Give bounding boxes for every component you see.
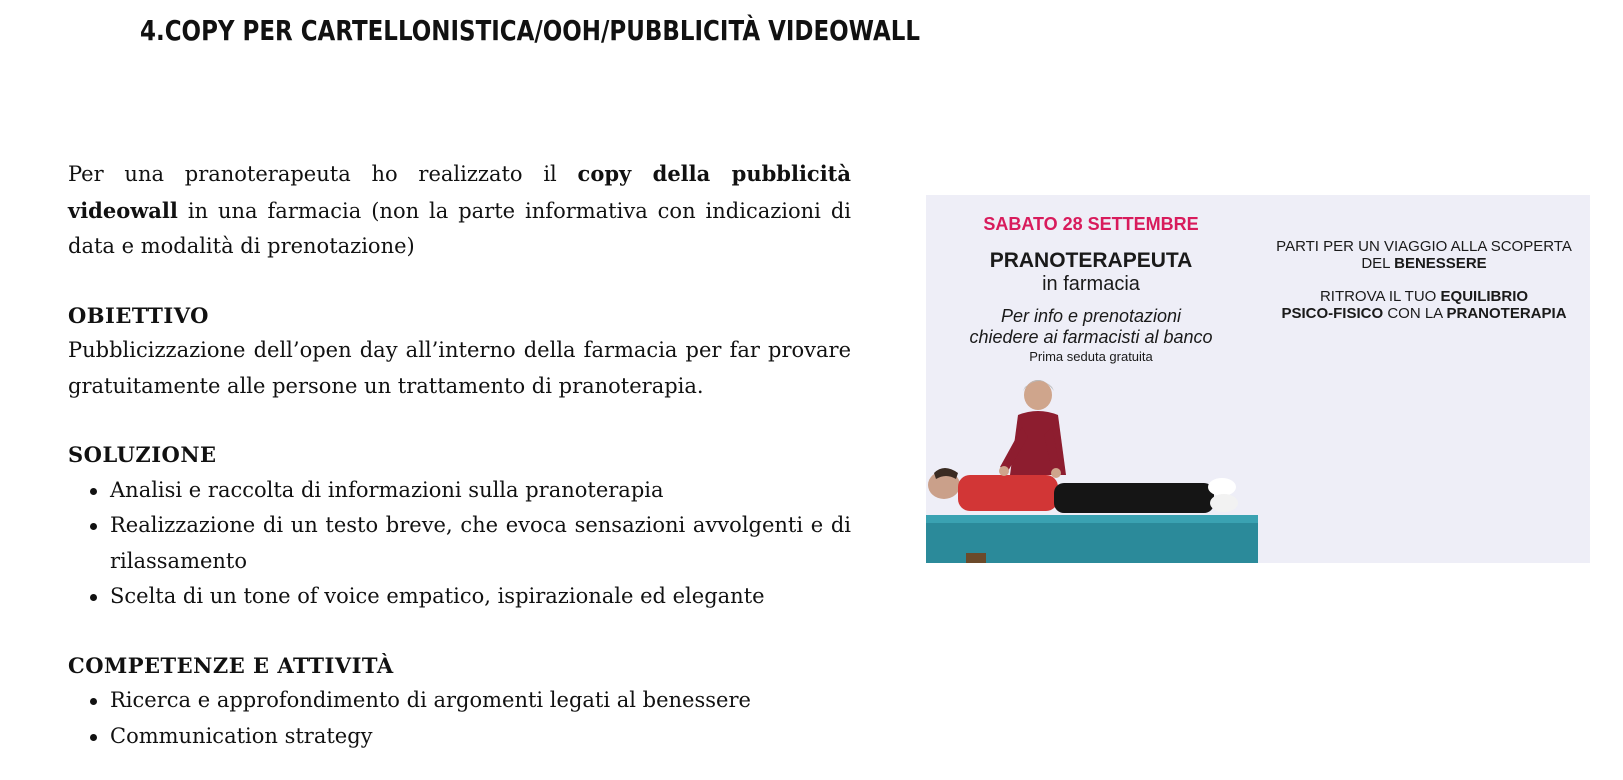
treatment-illustration xyxy=(926,375,1266,563)
ad-right-column xyxy=(1258,238,1590,322)
soluzione-list xyxy=(68,473,851,615)
ad-info-line: Per info e prenotazioni xyxy=(1000,306,1182,326)
videowall-ad xyxy=(926,195,1590,563)
list-item: Scelta di un tone of voice empatico, ispirazionale ed elegante xyxy=(110,579,851,615)
list-item: Analisi e raccolta di informazioni sulla pranoterapia xyxy=(110,473,851,509)
ad-info-line: chiedere ai farmacisti al banco xyxy=(969,327,1213,347)
obiettivo-heading: OBIETTIVO xyxy=(68,302,209,328)
ad-tagline-1 xyxy=(1258,238,1590,272)
intro-text: Per una pranoterapeuta ho realizzato il xyxy=(68,162,578,186)
competenze-list xyxy=(68,683,851,754)
intro-bold: copy della pubblicità videowall xyxy=(68,161,851,223)
list-item: Realizzazione di un testo breve, che evoca sensazioni avvolgenti e di rilassamento xyxy=(110,508,851,579)
ad-subheadline: in farmacia xyxy=(1042,273,1140,295)
ad-date: SABATO 28 SETTEMBRE xyxy=(983,214,1199,234)
list-item: Ricerca e approfondimento di argomenti legati al benessere xyxy=(110,683,851,719)
text-column xyxy=(68,156,851,754)
ad-free-session: Prima seduta gratuita xyxy=(1029,349,1153,364)
list-item: Communication strategy xyxy=(110,719,851,755)
ad-tagline-line: PARTI PER UN VIAGGIO ALLA SCOPERTA xyxy=(1276,238,1572,255)
intro-paragraph xyxy=(68,156,851,265)
intro-text-after: in una farmacia (non la parte informativa con indicazioni di data e modalità di prenotazione) xyxy=(68,198,851,258)
patient-shirt xyxy=(958,475,1058,511)
ad-tagline-line: RITROVA IL TUO EQUILIBRIO xyxy=(1319,288,1529,305)
therapist-head xyxy=(1024,380,1052,410)
ad-info xyxy=(926,306,1256,348)
obiettivo-text: Pubblicizzazione dell’open day all’interno della farmacia per far provare gratuitamente alle persone un trattamento di pranoterapia. xyxy=(68,338,851,398)
competenze-heading: COMPETENZE E ATTIVITÀ xyxy=(68,652,394,678)
patient-trousers xyxy=(1054,483,1214,513)
page-title: 4.COPY PER CARTELLONISTICA/OOH/PUBBLICITÀ VIDEOWALL xyxy=(140,14,920,47)
ad-headline: PRANOTERAPEUTA xyxy=(989,249,1193,272)
ad-tagline-line: PSICO-FISICO CON LA PRANOTERAPIA xyxy=(1281,305,1567,322)
soluzione-heading: SOLUZIONE xyxy=(68,442,217,467)
ad-tagline-line: DEL BENESSERE xyxy=(1361,255,1487,272)
ad-left-column xyxy=(926,195,1256,364)
ad-tagline-2 xyxy=(1258,288,1590,322)
